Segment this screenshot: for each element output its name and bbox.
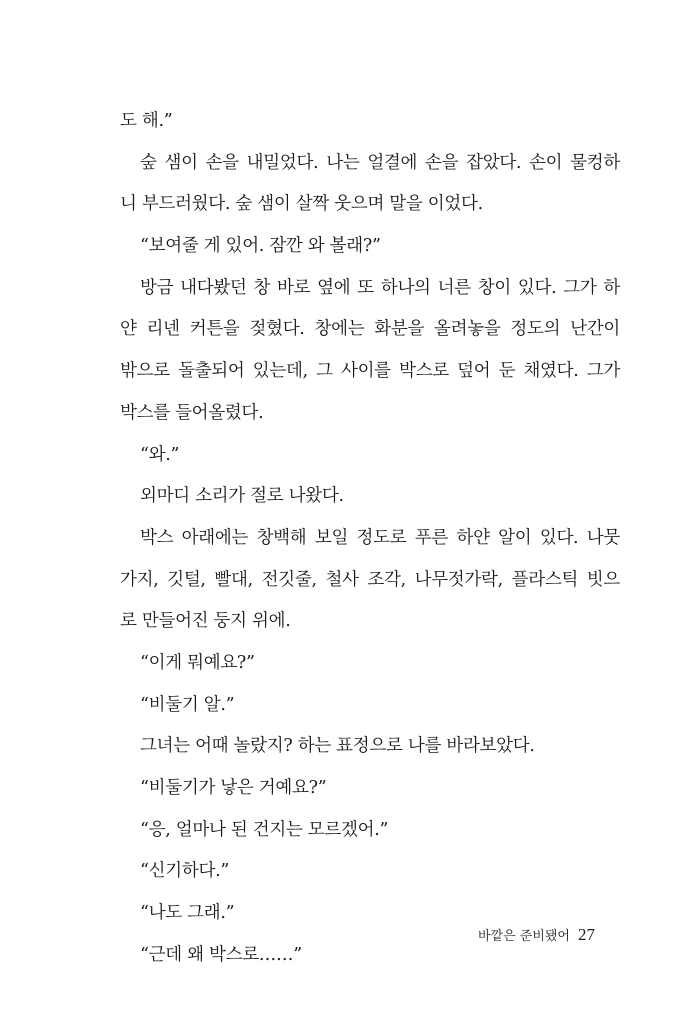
text-line: 박스 아래에는 창백해 보일 정도로 푸른 하얀 알이 있다. 나뭇 bbox=[140, 527, 620, 548]
page-footer bbox=[478, 925, 595, 945]
text-line: 외마디 소리가 절로 나왔다. bbox=[140, 486, 344, 507]
text-line: 그녀는 어때 놀랐지? 하는 표정으로 나를 바라보았다. bbox=[140, 736, 535, 757]
text-line: “와.” bbox=[140, 444, 180, 465]
text-line: “응, 얼마나 된 건지는 모르겠어.” bbox=[140, 819, 389, 840]
text-line: 도 해.” bbox=[120, 111, 173, 131]
text-line: 얀 리넨 커튼을 젖혔다. 창에는 화분을 올려놓을 정도의 난간이 bbox=[120, 319, 620, 340]
text-line: 가지, 깃털, 빨대, 전깃줄, 철사 조각, 나무젓가락, 플라스틱 빗으 bbox=[120, 569, 620, 590]
text-line: “신기하다.” bbox=[140, 861, 229, 882]
text-line: 로 만들어진 둥지 위에. bbox=[120, 611, 291, 632]
text-line: “비둘기 알.” bbox=[140, 694, 235, 715]
text-line: “나도 그래.” bbox=[140, 903, 235, 924]
text-line: “보여줄 게 있어. 잠깐 와 볼래?” bbox=[140, 236, 381, 257]
text-line: “이게 뭐예요?” bbox=[140, 652, 255, 673]
text-line: 박스를 들어올렸다. bbox=[120, 402, 264, 423]
text-line: “근데 왜 박스로……” bbox=[140, 944, 302, 965]
page-number: 27 bbox=[578, 925, 595, 944]
text-line: 방금 내다봤던 창 바로 옆에 또 하나의 너른 창이 있다. 그가 하 bbox=[140, 277, 620, 298]
body-text bbox=[120, 101, 620, 976]
text-line: 밖으로 돌출되어 있는데, 그 사이를 박스로 덮어 둔 채였다. 그가 bbox=[120, 361, 620, 382]
text-line: 니 부드러웠다. 숲 샘이 살짝 웃으며 말을 이었다. bbox=[120, 194, 483, 215]
text-line: “비둘기가 낳은 거예요?” bbox=[140, 778, 327, 798]
running-title: 바깥은 준비됐어 bbox=[477, 929, 570, 944]
text-line: 숲 샘이 손을 내밀었다. 나는 얼결에 손을 잡았다. 손이 물컹하 bbox=[140, 152, 620, 173]
